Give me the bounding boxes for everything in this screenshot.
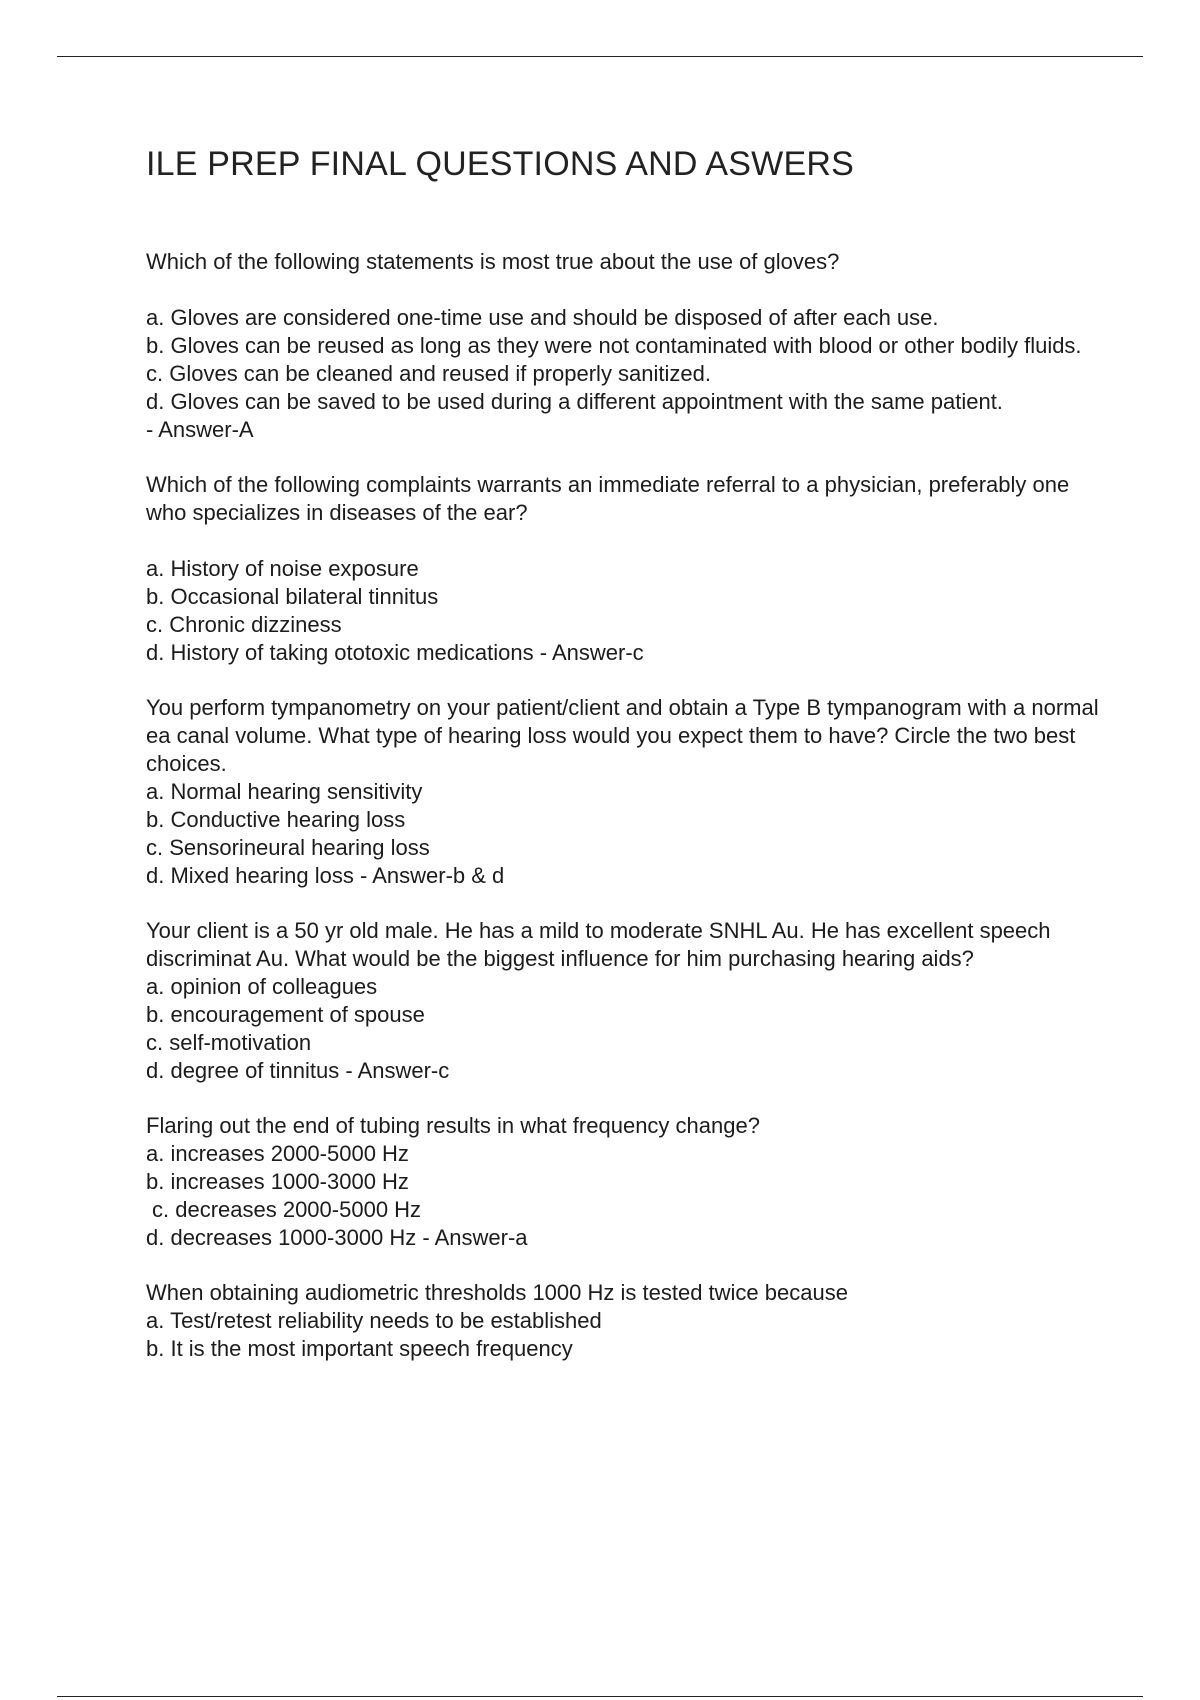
question-block [146, 248, 1106, 444]
question-text: Your client is a 50 yr old male. He has a mild to moderate SNHL Au. He has excellent speech discriminat Au. What would be the biggest influence for him purchasing hearing aids? [146, 918, 1051, 971]
option-a: a. opinion of colleagues [146, 974, 378, 999]
option-a: a. increases 2000-5000 Hz [146, 1141, 409, 1166]
question-block [146, 917, 1106, 1085]
question-text: Which of the following complaints warrants an immediate referral to a physician, preferably one who specializes in diseases of the ear? [146, 472, 1070, 525]
option-a: a. Normal hearing sensitivity [146, 779, 423, 804]
bottom-rule [57, 1696, 1143, 1697]
option-c: c. self-motivation [146, 1030, 312, 1055]
answer-text: - Answer-A [146, 417, 254, 442]
option-d: d. degree of tinnitus - Answer-c [146, 1058, 450, 1083]
option-c: c. Chronic dizziness [146, 612, 342, 637]
option-d: d. decreases 1000-3000 Hz - Answer-a [146, 1225, 528, 1250]
option-d: d. History of taking ototoxic medications - Answer-c [146, 640, 644, 665]
option-a: a. History of noise exposure [146, 556, 419, 581]
question-text: Which of the following statements is most true about the use of gloves? [146, 249, 840, 274]
option-b: b. increases 1000-3000 Hz [146, 1169, 409, 1194]
option-a: a. Test/retest reliability needs to be established [146, 1308, 602, 1333]
option-c: c. decreases 2000-5000 Hz [152, 1197, 422, 1222]
question-text: Flaring out the end of tubing results in what frequency change? [146, 1113, 760, 1138]
question-block [146, 694, 1106, 890]
option-d: d. Gloves can be saved to be used during a different appointment with the same patient. [146, 389, 1003, 414]
option-b: b. Gloves can be reused as long as they were not contaminated with blood or other bodily fluids. [146, 333, 1082, 358]
top-rule [57, 56, 1143, 57]
question-block [146, 1279, 1106, 1363]
option-b: b. It is the most important speech frequency [146, 1336, 573, 1361]
option-a: a. Gloves are considered one-time use and should be disposed of after each use. [146, 305, 939, 330]
option-b: b. Conductive hearing loss [146, 807, 406, 832]
option-b: b. Occasional bilateral tinnitus [146, 584, 439, 609]
option-c: c. Sensorineural hearing loss [146, 835, 430, 860]
option-d: d. Mixed hearing loss - Answer-b & d [146, 863, 505, 888]
question-text: You perform tympanometry on your patient/client and obtain a Type B tympanogram with a normal ea canal volume. What type of hearing loss would you expect them to have? Circle the two best choices. [146, 695, 1099, 776]
option-b: b. encouragement of spouse [146, 1002, 425, 1027]
document-body [146, 140, 1106, 1390]
page-title: ILE PREP FINAL QUESTIONS AND ASWERS [146, 145, 854, 183]
question-block [146, 1112, 1106, 1252]
option-c: c. Gloves can be cleaned and reused if properly sanitized. [146, 361, 711, 386]
question-block [146, 471, 1106, 667]
question-text: When obtaining audiometric thresholds 1000 Hz is tested twice because [146, 1280, 848, 1305]
